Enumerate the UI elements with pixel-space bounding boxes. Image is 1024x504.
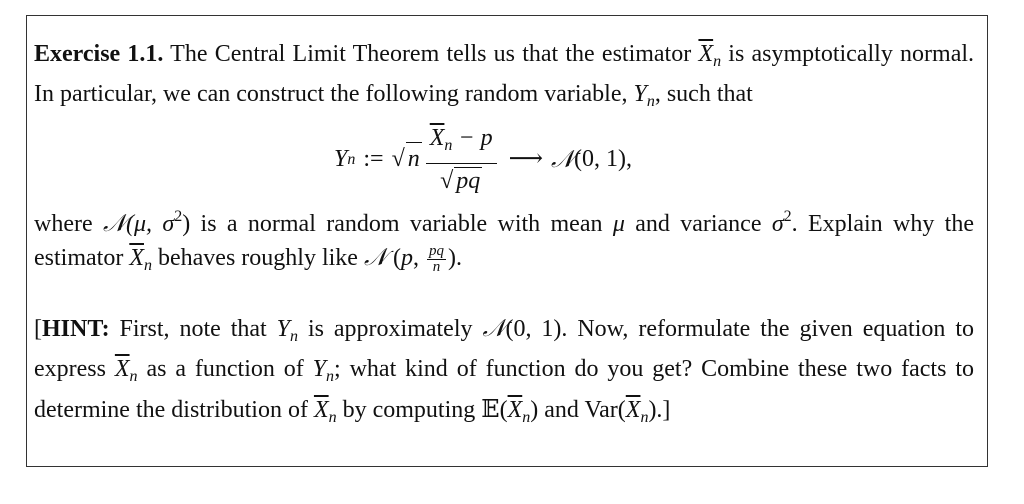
text-segment: behaves roughly like [151,245,364,271]
sqrt-symbol: √ [440,167,454,194]
math-normal-params: (0, 1) [505,316,562,342]
text-segment: . Explain why the estimator [34,211,974,271]
eq-normal-params: (0, 1), [574,145,632,172]
text-segment: First, note that [109,316,277,342]
math-y: Y [633,81,647,107]
small-fraction [427,244,446,275]
math-sub: n [713,53,722,70]
math-normal: 𝒩 [363,243,387,271]
math-y: Y [312,356,327,382]
text-segment: and Var( [538,397,626,423]
eq-sqrt-pq: pq [456,167,481,194]
text-segment: by computing [336,397,482,423]
exercise-paragraph-1 [34,38,974,118]
hint-label: HINT: [42,316,110,342]
text-segment: The Central Limit Theorem tells us that the estimator [163,41,699,67]
text-segment: , such that [654,81,753,107]
frac-num: pq [428,242,444,259]
text-segment: as a function of [137,356,313,382]
hint-paragraph: [HINT: First, note that $Y_n$ is approximately 𝒩(0, 1). Now, reformulate the given equation to express $\overline{X}_n$ as a function of $Y_n$; what kind of function do you get? Combine these two facts to determine the distribution of $\overline{X}_n$ by computing $𝔼(\overline{X}_n)$ and $Var(\overline{X}_n)$.] [34,314,974,426]
hint-bracket: [ [34,316,42,342]
text-segment: where [34,211,103,237]
sqrt-symbol: √ [391,145,405,172]
eq-numerator [426,123,497,164]
text-segment: is a normal random variable with mean [190,211,613,237]
math-sup: 2 [783,208,792,225]
eq-sub: n [347,150,356,168]
math-expectation: 𝔼 [481,395,500,423]
exercise-paragraph-2: where 𝒩(μ, $\sigma^2$) is a normal random variable with mean μ and variance $\sigma^2$. Explain why the estimator $\overline{X}_n$ behaves roughly like 𝒩 (p, $\frac{pq}{n}$ ). [34,208,974,275]
math-sup: 2 [174,208,183,225]
text-segment: is asymptotically normal. In particular, we can construct the following random variable, [34,41,975,107]
math-xbar: $\overline{X}$ [313,397,329,423]
equation-body [334,120,632,198]
math-xbar: $\overline{X}$ [114,356,130,382]
exercise-content [34,38,974,434]
text-segment: . Now, reformulate the given equation to express [34,316,974,382]
math-sub: n [290,328,298,345]
math-sub: n [444,136,453,154]
math-sub: n [143,257,152,274]
eq-assign: := [363,145,384,172]
math-xbar: $\overline{X}$ [429,124,445,151]
math-sub: n [129,368,138,385]
text-segment: and variance [624,211,772,237]
math-p: p [400,245,413,271]
eq-minus-p: − p [452,124,493,151]
eq-sqrt-n: n [406,142,422,176]
math-sub: n [522,409,531,426]
display-equation [34,120,974,198]
math-mu-sigma: (μ, σ [125,211,175,237]
math-mu: μ [612,211,625,237]
math-xbar: $\overline{X}$ [698,41,714,67]
math-xbar: $\overline{X}$ [507,397,523,423]
math-xbar: $\overline{X}$ [625,397,641,423]
math-xbar: $\overline{X}$ [129,245,144,271]
text-segment: is approximately [298,316,483,342]
math-sub: n [328,409,337,426]
eq-denominator [436,164,486,196]
text-segment: . [455,245,462,271]
math-sub: n [646,93,655,110]
frac-den: n [432,258,441,275]
text-segment: ; what kind of function do you get? Combine these two facts to determine the distribution of [34,356,974,423]
math-sub: n [640,409,649,426]
math-normal: 𝒩 [551,144,575,173]
math-normal: 𝒩 [482,314,506,342]
eq-arrow: ⟶ [508,145,544,172]
math-sigma: σ [771,211,784,237]
math-normal: 𝒩 [102,209,126,237]
math-y: Y [276,316,290,342]
math-paren: ) [182,211,191,237]
math-sub: n [326,368,335,385]
eq-fraction [426,123,497,196]
eq-lhs: Y [334,145,348,172]
exercise-label: Exercise 1.1. [34,41,164,67]
text-segment: ).] [648,397,671,423]
